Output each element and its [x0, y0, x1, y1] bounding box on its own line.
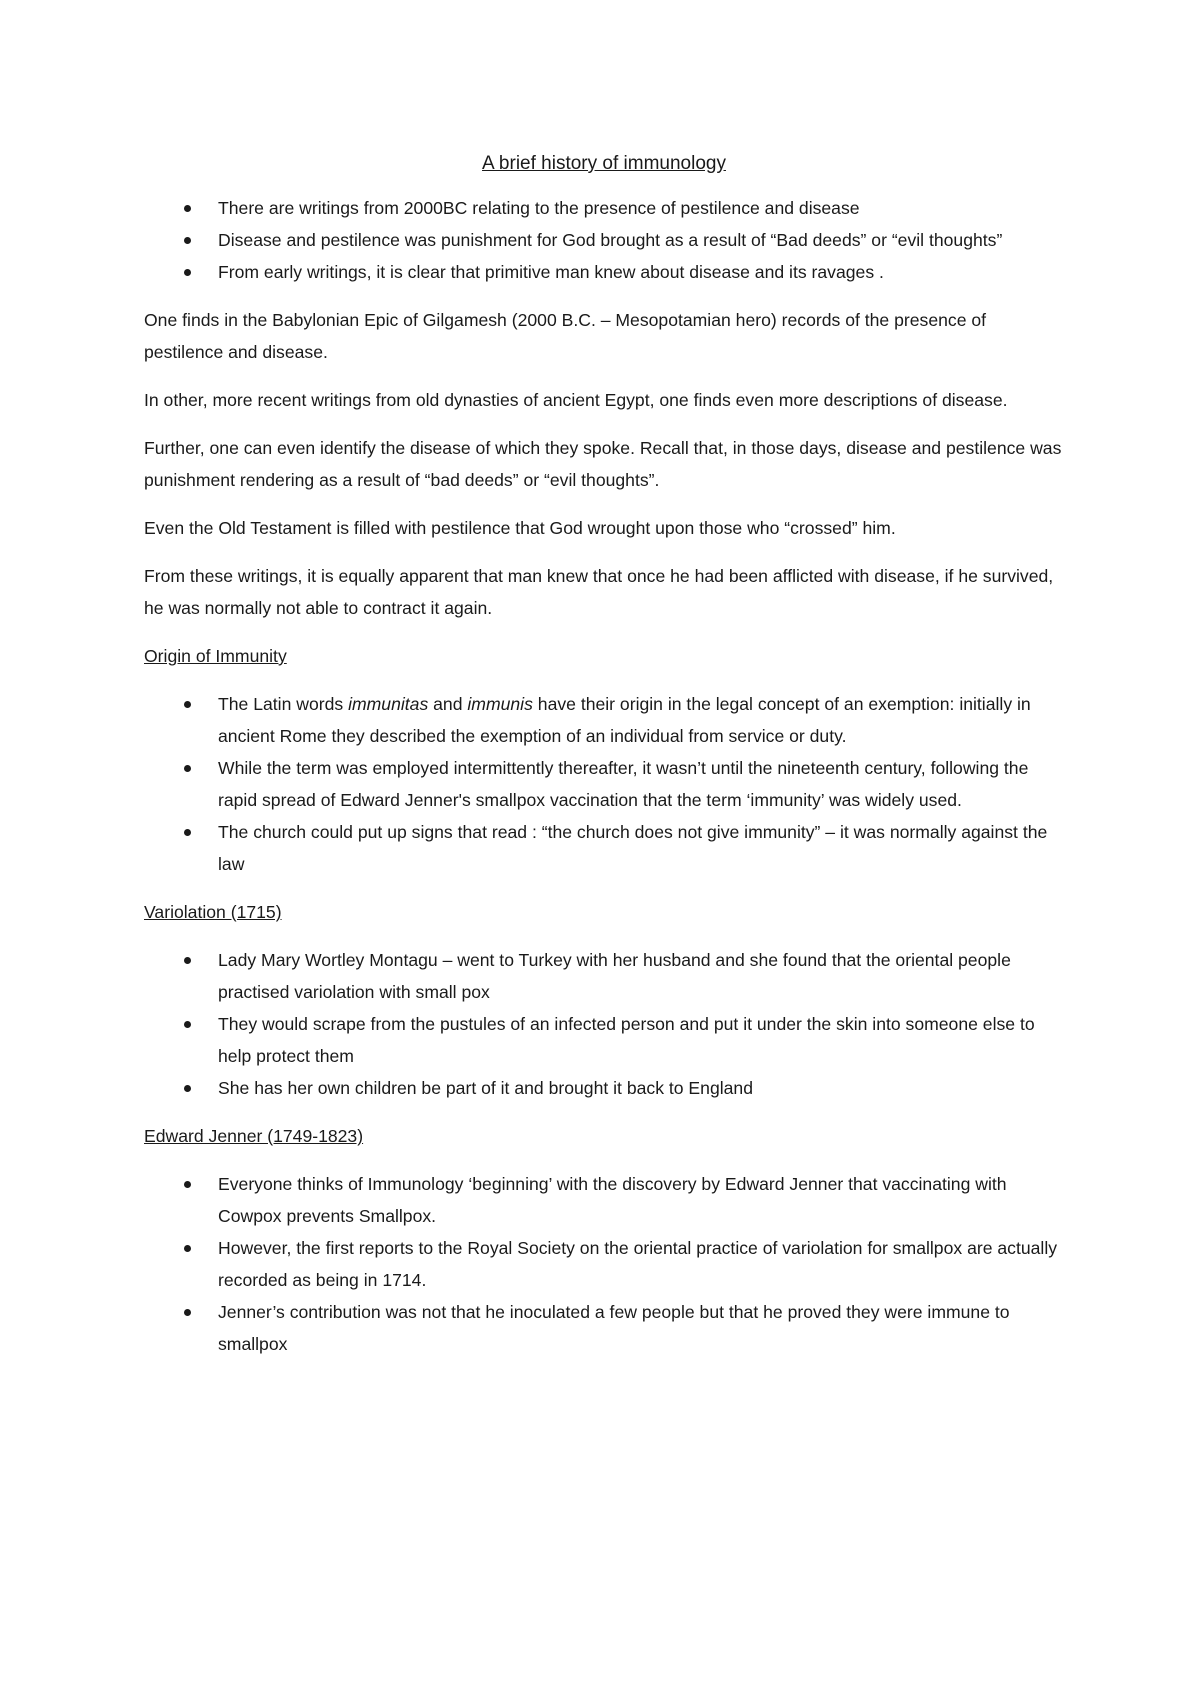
bullet-icon: [184, 765, 191, 772]
bullet-icon: [184, 1085, 191, 1092]
bullet-icon: [184, 1245, 191, 1252]
list-item: Lady Mary Wortley Montagu – went to Turkey with her husband and she found that the oriental people practised variolation with small pox: [144, 944, 1064, 1008]
list-item: The church could put up signs that read : “the church does not give immunity” – it was normally against the law: [144, 816, 1064, 880]
paragraph-identify-disease: Further, one can even identify the disease of which they spoke. Recall that, in those days, disease and pestilence was punishment rendering as a result of “bad deeds” or “evil thoughts”.: [144, 438, 1062, 490]
variolation-bullet-list: [144, 944, 1064, 1104]
list-item: From early writings, it is clear that primitive man knew about disease and its ravages .: [144, 256, 1064, 288]
origin-bullet-list: [144, 688, 1064, 880]
heading-edward-jenner: Edward Jenner (1749-1823): [144, 1126, 364, 1146]
list-item: There are writings from 2000BC relating to the presence of pestilence and disease: [144, 192, 1064, 224]
bullet-icon: [184, 829, 191, 836]
list-item: They would scrape from the pustules of an infected person and put it under the skin into someone else to help protect them: [144, 1008, 1064, 1072]
bullet-icon: [184, 957, 191, 964]
paragraph-afflicted: From these writings, it is equally apparent that man knew that once he had been afflicted with disease, if he survived, he was normally not able to contract it again.: [144, 566, 1054, 618]
list-item: While the term was employed intermittently thereafter, it wasn’t until the nineteenth century, following the rapid spread of Edward Jenner's smallpox vaccination that the term ‘immunity’ was widely used.: [144, 752, 1064, 816]
list-item: The Latin words immunitas and immunis have their origin in the legal concept of an exemption: initially in ancient Rome they described the exemption of an individual from service or duty.: [144, 688, 1064, 752]
list-item: Everyone thinks of Immunology ‘beginning’ with the discovery by Edward Jenner that vaccinating with Cowpox prevents Smallpox.: [144, 1168, 1064, 1232]
list-item: Jenner’s contribution was not that he inoculated a few people but that he proved they were immune to smallpox: [144, 1296, 1064, 1360]
bullet-icon: [184, 1309, 191, 1316]
paragraph-old-testament: Even the Old Testament is filled with pestilence that God wrought upon those who “crossed” him.: [144, 518, 896, 538]
list-item: She has her own children be part of it and brought it back to England: [144, 1072, 1064, 1104]
bullet-icon: [184, 205, 191, 212]
bullet-icon: [184, 1021, 191, 1028]
paragraph-gilgamesh: One finds in the Babylonian Epic of Gilgamesh (2000 B.C. – Mesopotamian hero) records of the presence of pestilence and disease.: [144, 310, 987, 362]
intro-bullet-list: [144, 192, 1064, 288]
jenner-bullet-list: [144, 1168, 1064, 1360]
list-item: However, the first reports to the Royal Society on the oriental practice of variolation for smallpox are actually recorded as being in 1714.: [144, 1232, 1064, 1296]
heading-origin-of-immunity: Origin of Immunity: [144, 646, 287, 666]
paragraph-egypt: In other, more recent writings from old dynasties of ancient Egypt, one finds even more descriptions of disease.: [144, 390, 1008, 410]
document-title: A brief history of immunology: [482, 153, 726, 174]
list-item: Disease and pestilence was punishment for God brought as a result of “Bad deeds” or “evil thoughts”: [144, 224, 1064, 256]
bullet-icon: [184, 237, 191, 244]
bullet-icon: [184, 701, 191, 708]
bullet-icon: [184, 269, 191, 276]
bullet-icon: [184, 1181, 191, 1188]
document-body: [144, 148, 1064, 1376]
heading-variolation: Variolation (1715): [144, 902, 282, 922]
